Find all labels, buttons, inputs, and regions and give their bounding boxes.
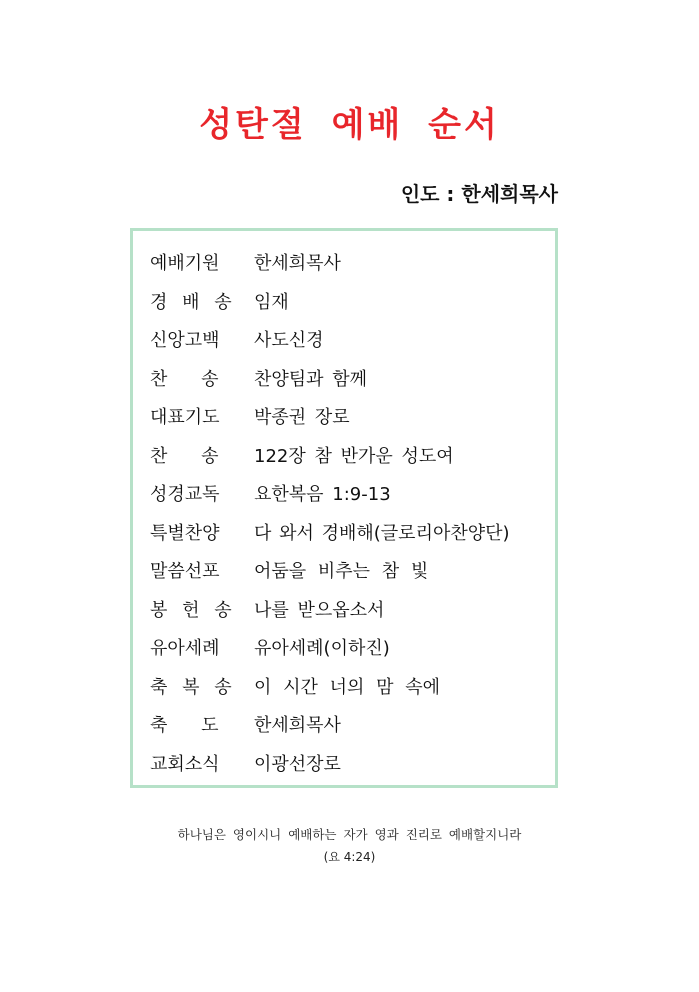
scripture-reference: (요 4:24) [323, 850, 376, 864]
order-row-responsive-reading [150, 474, 550, 513]
order-label: 교회소식 [150, 753, 220, 775]
order-row-special-music [150, 513, 550, 552]
order-label: 예배기원 [150, 253, 220, 275]
order-row-infant-baptism [150, 628, 550, 667]
worship-leader: 인도 : 한세희목사 [400, 182, 558, 206]
order-row-benediction [150, 705, 550, 744]
order-value: 한세희목사 [254, 715, 341, 737]
order-value: 122장 참 반가운 성도여 [254, 445, 454, 467]
order-value: 어둠을 비추는 참 빛 [254, 561, 429, 583]
order-label: 말씀선포 [150, 561, 220, 583]
order-value: 나를 받으옵소서 [254, 599, 385, 621]
order-value: 임재 [254, 291, 289, 313]
order-value: 요한복음 1:9-13 [254, 484, 391, 506]
page-title: 성탄절 예배 순서 [199, 105, 500, 145]
order-label: 경 배 송 [150, 291, 232, 313]
order-value: 박종권 장로 [254, 407, 350, 429]
order-row-prayer [150, 397, 550, 436]
order-row-hymn-2 [150, 436, 550, 475]
order-label: 봉 헌 송 [150, 599, 232, 621]
order-row-announcements [150, 744, 550, 783]
order-label [150, 442, 224, 468]
order-row-creed [150, 320, 550, 359]
order-value: 이광선장로 [254, 753, 341, 775]
scripture-verse: 하나님은 영이시니 예배하는 자가 영과 진리로 예배할지니라 [177, 827, 522, 842]
order-row-offertory [150, 590, 550, 629]
order-label [150, 365, 224, 391]
order-label-text: 축 도 [150, 715, 219, 737]
order-row-praise-song [150, 282, 550, 321]
worship-order-box [130, 228, 558, 788]
order-label: 성경교독 [150, 484, 220, 506]
order-label: 유아세례 [150, 638, 220, 660]
worship-order-list [150, 243, 550, 782]
order-row-invocation [150, 243, 550, 282]
order-label-text: 찬 송 [150, 368, 219, 390]
order-label: 신앙고백 [150, 330, 220, 352]
order-label-text: 찬 송 [150, 445, 219, 467]
order-value: 유아세례(이하진) [254, 638, 390, 660]
order-value: 다 와서 경배해(글로리아찬양단) [254, 522, 510, 544]
order-value: 한세희목사 [254, 253, 341, 275]
order-value: 찬양팀과 함께 [254, 368, 368, 390]
order-label: 대표기도 [150, 407, 220, 429]
order-row-hymn-1 [150, 359, 550, 398]
order-row-blessing-song [150, 667, 550, 706]
order-label: 특별찬양 [150, 522, 220, 544]
order-value: 이 시간 너의 맘 속에 [254, 676, 440, 698]
order-row-sermon [150, 551, 550, 590]
order-value: 사도신경 [254, 330, 324, 352]
order-label: 축 복 송 [150, 676, 232, 698]
order-label [150, 711, 224, 737]
